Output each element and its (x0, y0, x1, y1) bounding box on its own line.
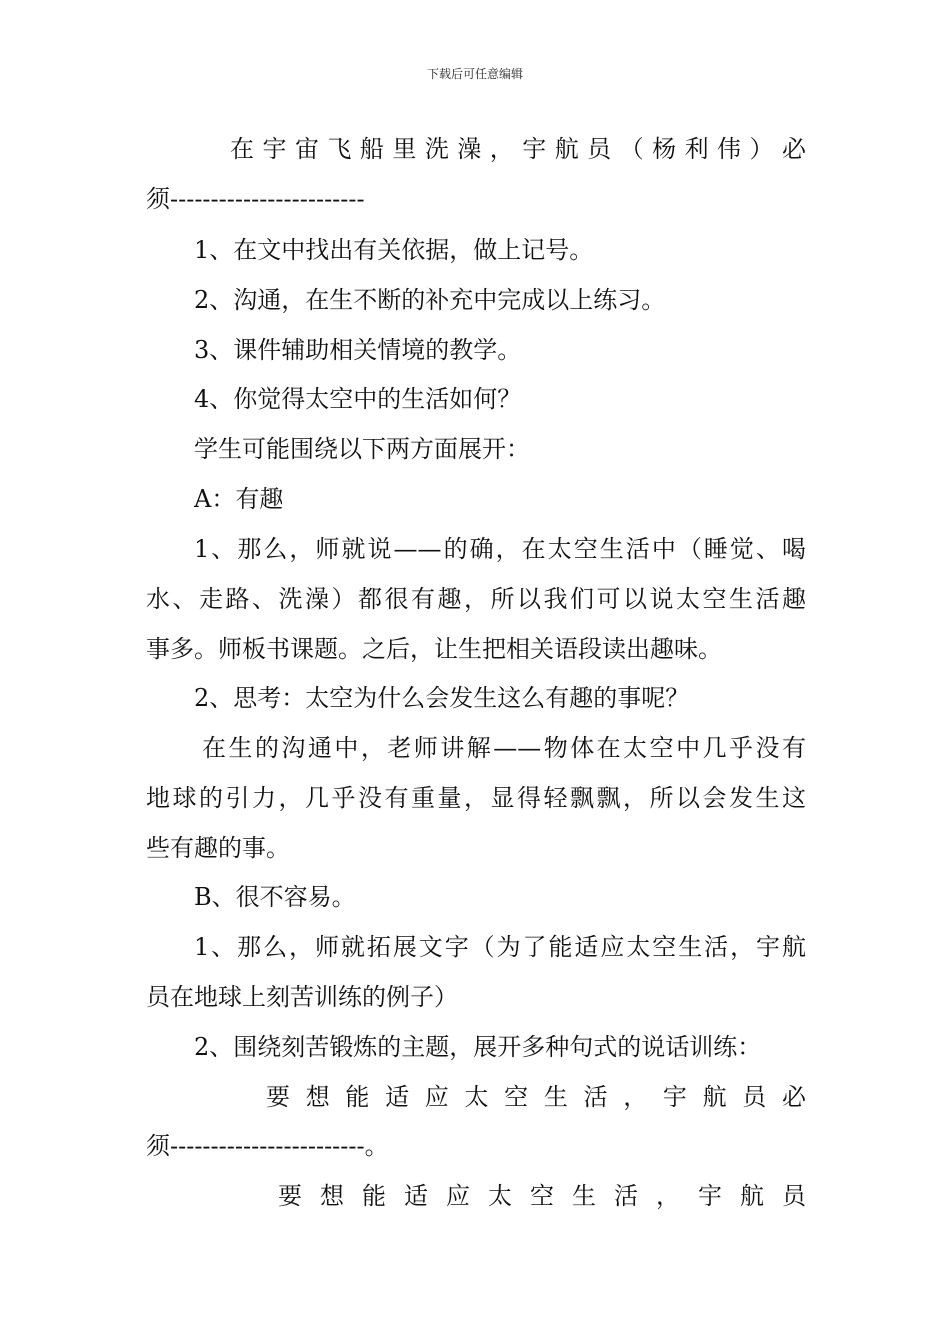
text-line-15: 些有趣的事。 (146, 834, 290, 862)
text-line-21: 须------------------------。 (146, 1132, 389, 1160)
text-line-4: 2、沟通，在生不断的补充中完成以上练习。 (194, 286, 666, 314)
text-line-3: 1、在文中找出有关依据，做上记号。 (194, 236, 594, 264)
text-line-19: 2、围绕刻苦锻炼的主题，展开多种句式的说话训练： (194, 1033, 762, 1061)
text-line-2: 须------------------------ (146, 185, 365, 213)
text-line-10: 水、走路、洗澡）都很有趣，所以我们可以说太空生活趣 (146, 585, 806, 613)
text-line-17: 1、那么，师就拓展文字（为了能适应太空生活，宇航 (194, 933, 806, 961)
text-line-7: 学生可能围绕以下两方面展开： (194, 435, 530, 463)
text-line-6: 4、你觉得太空中的生活如何？ (194, 385, 522, 413)
text-line-11: 事多。师板书课题。之后，让生把相关语段读出趣味。 (146, 635, 722, 663)
text-line-12: 2、思考：太空为什么会发生这么有趣的事呢？ (194, 684, 690, 712)
text-line-9: 1、那么，师就说——的确，在太空生活中（睡觉、喝 (194, 535, 806, 563)
text-line-14: 地球的引力，几乎没有重量，显得轻飘飘，所以会发生这 (146, 784, 806, 812)
page-header: 下载后可任意编辑 (426, 67, 523, 81)
text-line-8: A：有趣 (194, 485, 284, 513)
text-line-13: 在生的沟通中，老师讲解——物体在太空中几乎没有 (202, 734, 806, 762)
text-line-18: 员在地球上刻苦训练的例子） (146, 983, 458, 1011)
text-line-22: 要想能适应太空生活，宇航员 (278, 1182, 806, 1210)
text-line-20: 要想能适应太空生活，宇航员必 (266, 1083, 806, 1111)
text-line-1: 在宇宙飞船里洗澡，宇航员（杨利伟）必 (230, 135, 806, 163)
text-line-16: B、很不容易。 (194, 883, 356, 911)
text-line-5: 3、课件辅助相关情境的教学。 (194, 336, 522, 364)
